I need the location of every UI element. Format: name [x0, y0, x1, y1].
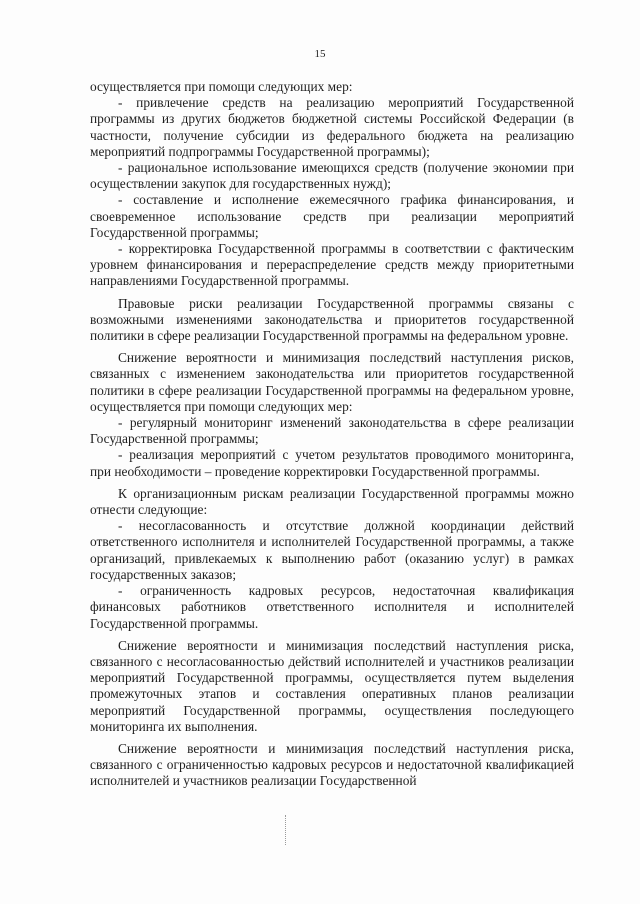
paragraph: Снижение вероятности и минимизация последствий наступления рисков, связанных с изменением законодательства или приоритетов государственной политики в сфере реализации Государственной программы на федеральном уровне, осуществляется при помощи следующих мер: — [90, 350, 574, 414]
paragraph: Снижение вероятности и минимизация последствий наступления риска, связанного с несогласованностью действий исполнителей и участников реализации мероприятий Государственной программы, осуществляется путем выделения промежуточных этапов и составления оперативных планов реализации мероприятий Государственной программы, осуществления последующего мониторинга их выполнения. — [90, 637, 574, 734]
list-item: - рациональное использование имеющихся средств (получение экономии при осуществлении закупок для государственных нужд); — [90, 160, 574, 192]
page-number: 15 — [314, 48, 326, 60]
document-body — [90, 79, 574, 790]
list-item: - привлечение средств на реализацию мероприятий Государственной программы из других бюджетов бюджетной системы Российской Федерации (в частности, получение субсидии из федерального бюджета на реализацию мероприятий подпрограммы Государственной программы); — [90, 95, 574, 159]
list-item: - несогласованность и отсутствие должной координации действий ответственного исполнителя и исполнителей Государственной программы, а также организаций, привлекаемых к выполнению работ (оказанию услуг) в рамках государственных заказов; — [90, 518, 574, 582]
paragraph: Правовые риски реализации Государственной программы связаны с возможными изменениями законодательства и приоритетов государственной политики в сфере реализации Государственной программы на федеральном уровне. — [90, 295, 574, 344]
list-item: - корректировка Государственной программы в соответствии с фактическим уровнем финансирования и перераспределение средств между приоритетными направлениями Государственной программы. — [90, 241, 574, 289]
list-item: - ограниченность кадровых ресурсов, недостаточная квалификация финансовых работников ответственного исполнителя и исполнителей Государственной программы. — [90, 583, 574, 631]
paragraph: К организационным рискам реализации Государственной программы можно отнести следующие: — [90, 485, 574, 518]
list-item: - реализация мероприятий с учетом результатов проводимого мониторинга, при необходимости – проведение корректировки Государственной программы. — [90, 447, 574, 479]
list-item: - регулярный мониторинг изменений законодательства в сфере реализации Государственной программы; — [90, 415, 574, 447]
list-item: - составление и исполнение ежемесячного графика финансирования, и своевременное использование средств при реализации мероприятий Государственной программы; — [90, 192, 574, 240]
paragraph-continuation: осуществляется при помощи следующих мер: — [90, 79, 353, 94]
scan-artifact — [285, 815, 288, 845]
paragraph: Снижение вероятности и минимизация последствий наступления риска, связанного с ограниченностью кадровых ресурсов и недостаточной квалификацией исполнителей и участников реализации Государственной — [90, 740, 574, 789]
